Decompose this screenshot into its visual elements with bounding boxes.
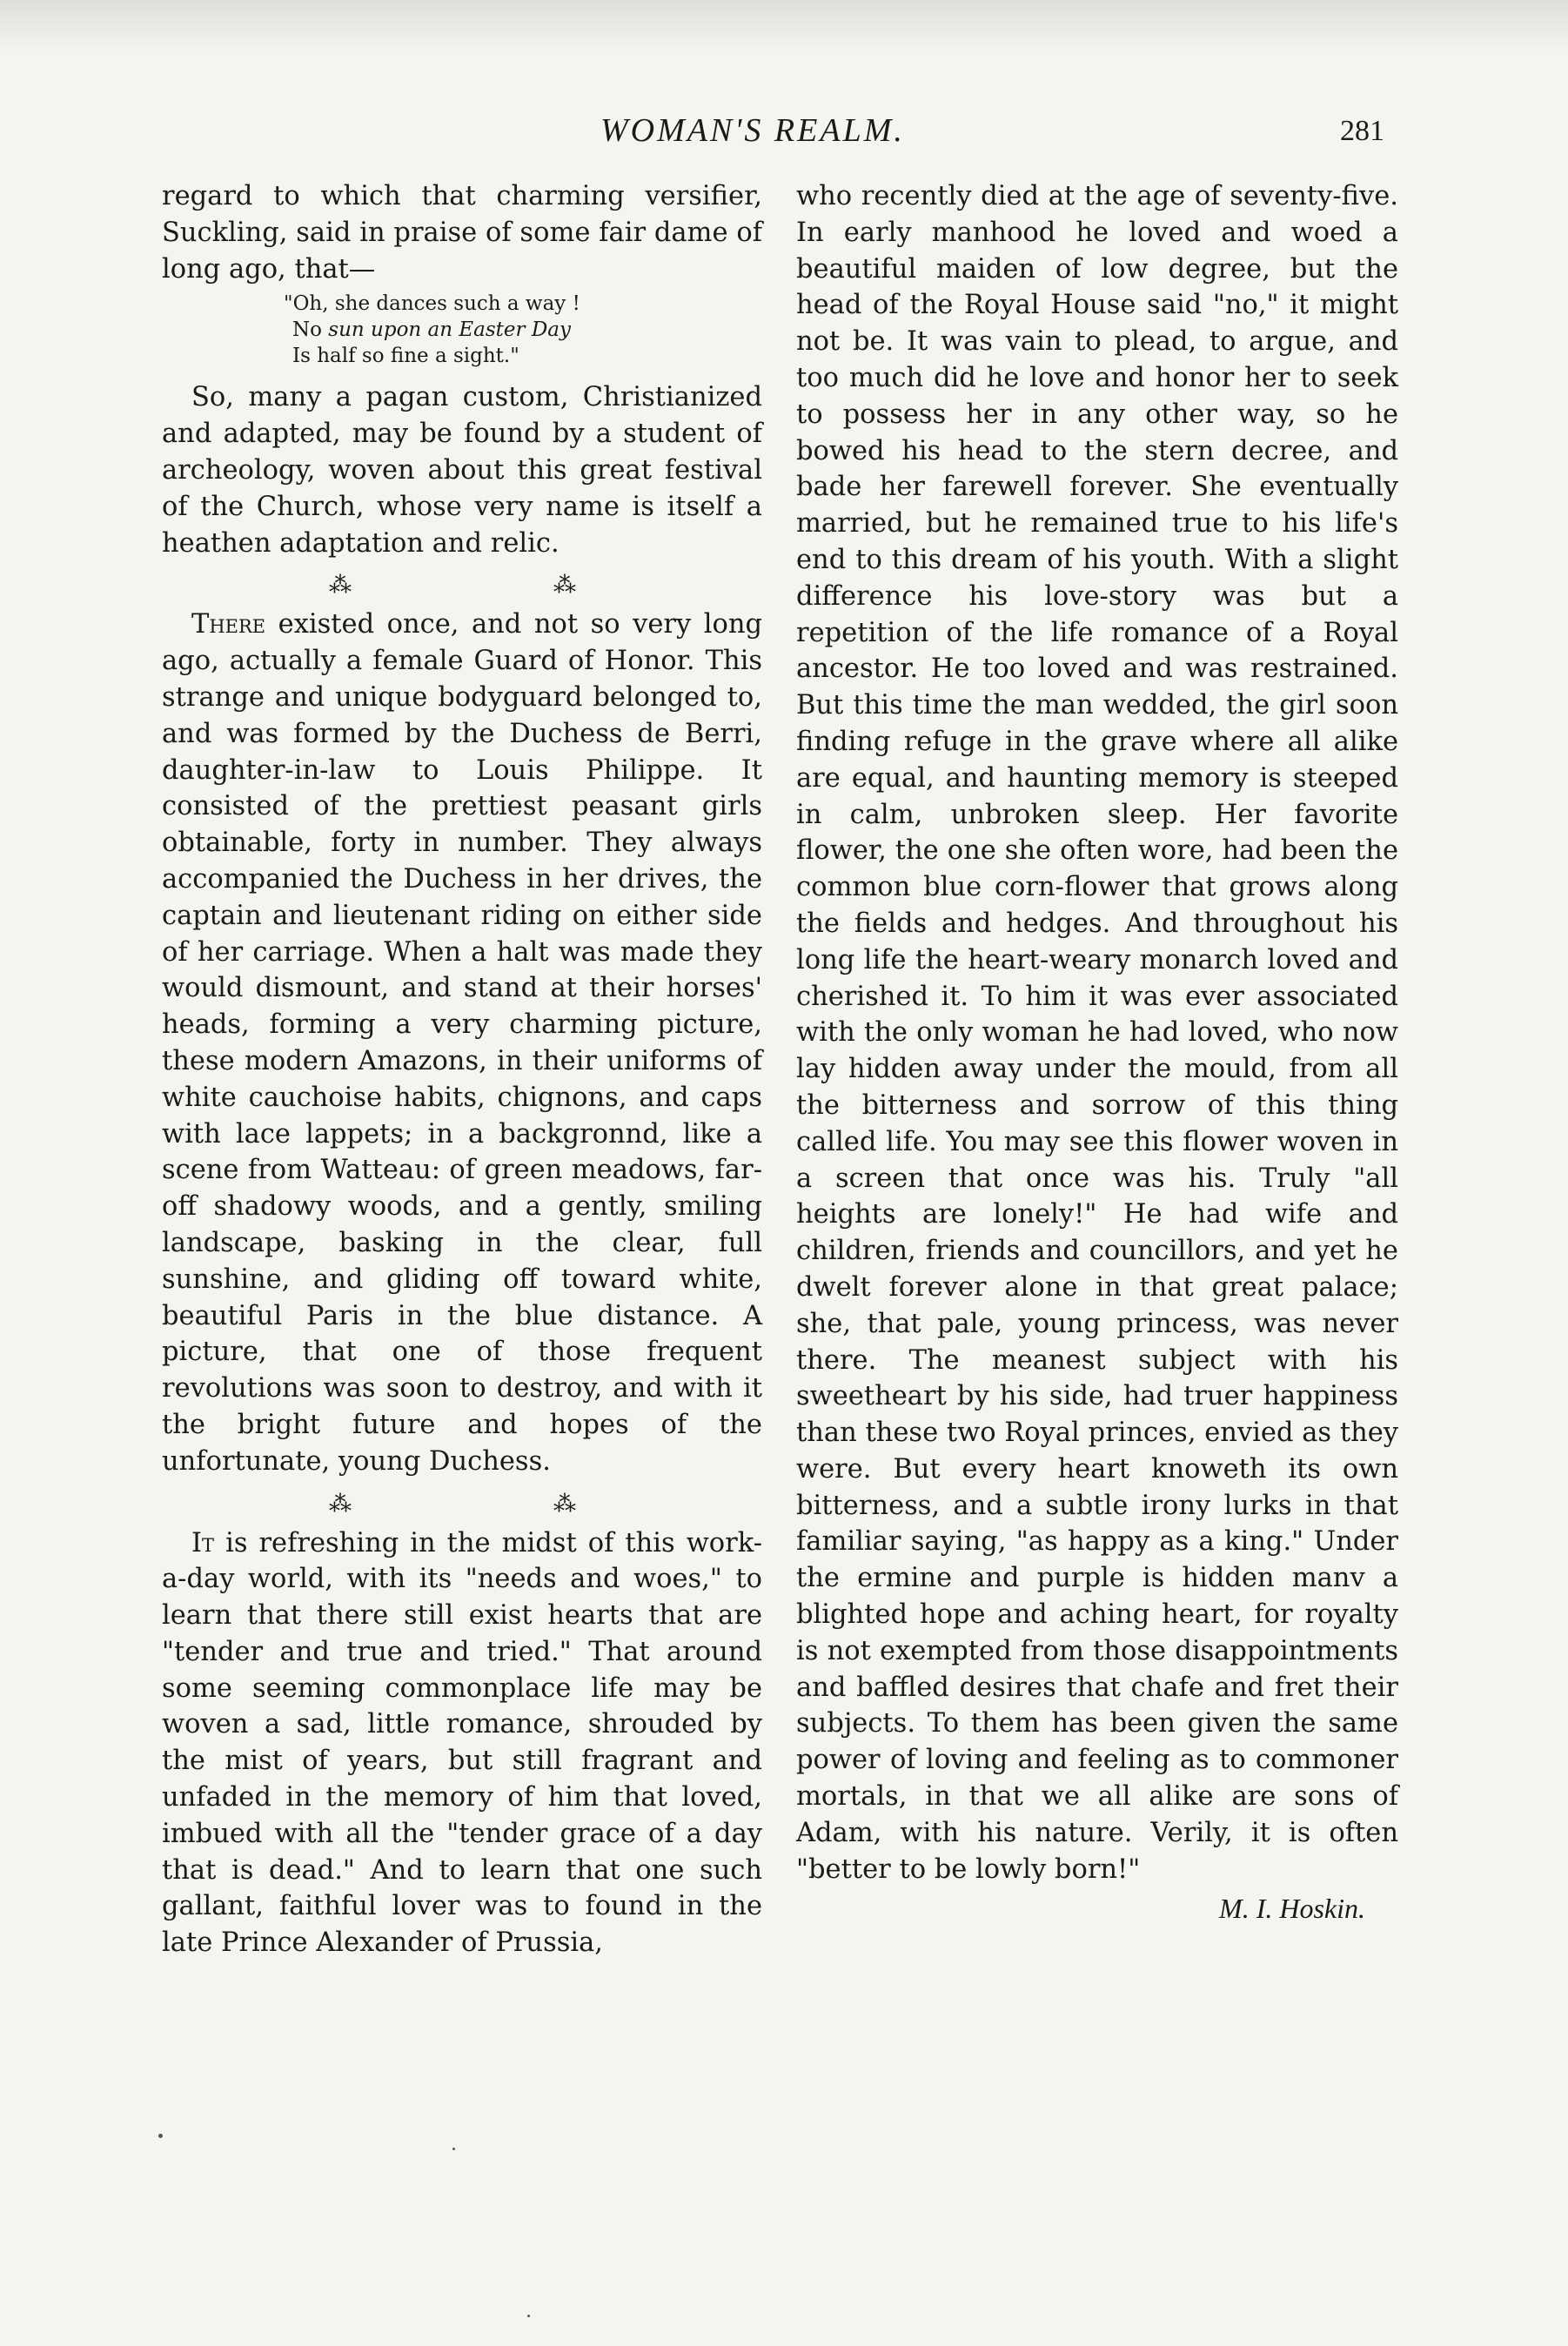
paragraph-body: existed once, and not so very long ago, actually a female Guard of Honor. This strange and unique bodyguard belonged to, and was formed by the Duchess de Berri, daughter-in-law to Louis Philippe. It consisted of the prettiest peasant girls obtainable, forty in number. They always accompanied the Duchess in her drives, the captain and lieutenant riding on either side of her carriage. When a halt was made they would dismount, and stand at their horses' heads, forming a very charming picture, these modern Amazons, in their uniforms of white cauchoise habits, chignons, and caps with lace lappets; in a backgronnd, like a scene from Watteau: of green meadows, far-off shadowy woods, and a gently, smiling landscape, basking in the clear, full sunshine, and gliding off toward white, beautiful Paris in the blue distance. A picture, that one of those frequent revolutions was soon to destroy, and with it the bright future and hopes of the unfortunate, young Duchess. <box>162 609 762 1477</box>
author-signature: M. I. Hoskin. <box>1219 1893 1365 1925</box>
verse-line-3: Is half so fine a sight." <box>292 345 519 368</box>
paragraph-body: is refreshing in the midst of this work-a-day world, with its "needs and woes," to learn that there still exist hearts that are "tender and true and tried." That around some seeming commonplace life may be woven a sad, little romance, shrouded by the mist of years, but still fragrant and unfaded in the memory of him that loved, imbued with all the "tender grace of a day that is dead." And to learn that one such gallant, faithful lover was to found in the late Prince Alexander of Prussia, <box>162 1527 762 1959</box>
asterism-mark: ⁂ <box>329 1491 352 1518</box>
paragraph-suckling: regard to which that charming versifier, Suckling, said in praise of some fair dame of long ago, that— <box>162 181 762 285</box>
section-divider-1 <box>162 561 762 607</box>
scan-speck <box>452 2148 455 2150</box>
scan-speck <box>158 2134 163 2138</box>
verse-quote <box>284 291 762 369</box>
paragraph-pagan-custom: So, many a pagan custom, Christianized and adapted, may be found by a student of archeology, woven about this great festival of the Church, whose very name is itself a heathen adaptation and relic. <box>162 382 762 559</box>
right-column <box>796 178 1398 1927</box>
verse-line-2-plain: No <box>292 318 329 342</box>
section-divider-2 <box>162 1480 762 1525</box>
paragraph-romance <box>162 1525 762 1962</box>
asterism-mark: ⁂ <box>553 1491 576 1518</box>
verse-line-2 <box>284 317 762 343</box>
scan-edge-noise <box>0 0 1568 52</box>
left-column <box>162 178 762 1961</box>
asterism-mark: ⁂ <box>553 573 576 600</box>
paragraph-lead-word: It <box>191 1527 215 1558</box>
paragraph-lead-word: There <box>191 609 266 640</box>
paragraph-prince-alexander: who recently died at the age of seventy-five. In early manhood he loved and woed a beautiful maiden of low degree, but the head of the Royal House said "no," it might not be. It was vain to plead, to argue, and too much did he love and honor her to seek to possess her in any other way, so he bowed his head to the stern decree, and bade her farewell forever. She eventually married, but he remained true to his life's end to this dream of his youth. With a slight difference his love-story was but a repetition of the life romance of a Royal ancestor. He too loved and was restrained. But this time the man wedded, the girl soon finding refuge in the grave where all alike are equal, and haunting memory is steeped in calm, unbroken sleep. Her favorite flower, the one she often wore, had been the common blue corn-flower that grows along the fields and hedges. And throughout his long life the heart-weary monarch loved and cherished it. To him it was ever associated with the only woman he had loved, who now lay hidden away under the mould, from all the bitterness and sorrow of this thing called life. You may see this flower woven in a screen that once was his. Truly "all heights are lonely!" He had wife and children, friends and councillors, and yet he dwelt forever alone in that great palace; she, that pale, young princess, was never there. The meanest subject with his sweetheart by his side, had truer happiness than these two Royal princes, envied as they were. But every heart knoweth its own bitterness, and a subtle irony lurks in that familiar saying, "as happy as a king." Under the ermine and purple is hidden manv a blighted hope and aching heart, for royalty is not exempted from those disappointments and baffled desires that chafe and fret their subjects. To them has been given the same power of loving and feeling as to commoner mortals, in that we all alike are sons of Adam, with his nature. Verily, it is often "better to be lowly born!" <box>796 181 1398 1885</box>
running-head: WOMAN'S REALM. <box>600 112 905 149</box>
scan-speck <box>527 2315 530 2317</box>
paragraph-guard-of-honor <box>162 607 762 1479</box>
asterism-mark: ⁂ <box>329 573 352 600</box>
page-number: 281 <box>1340 115 1384 147</box>
verse-line-2-italic: sun upon an Easter Day <box>328 318 571 342</box>
verse-line-1: "Oh, she dances such a way ! <box>284 292 580 316</box>
